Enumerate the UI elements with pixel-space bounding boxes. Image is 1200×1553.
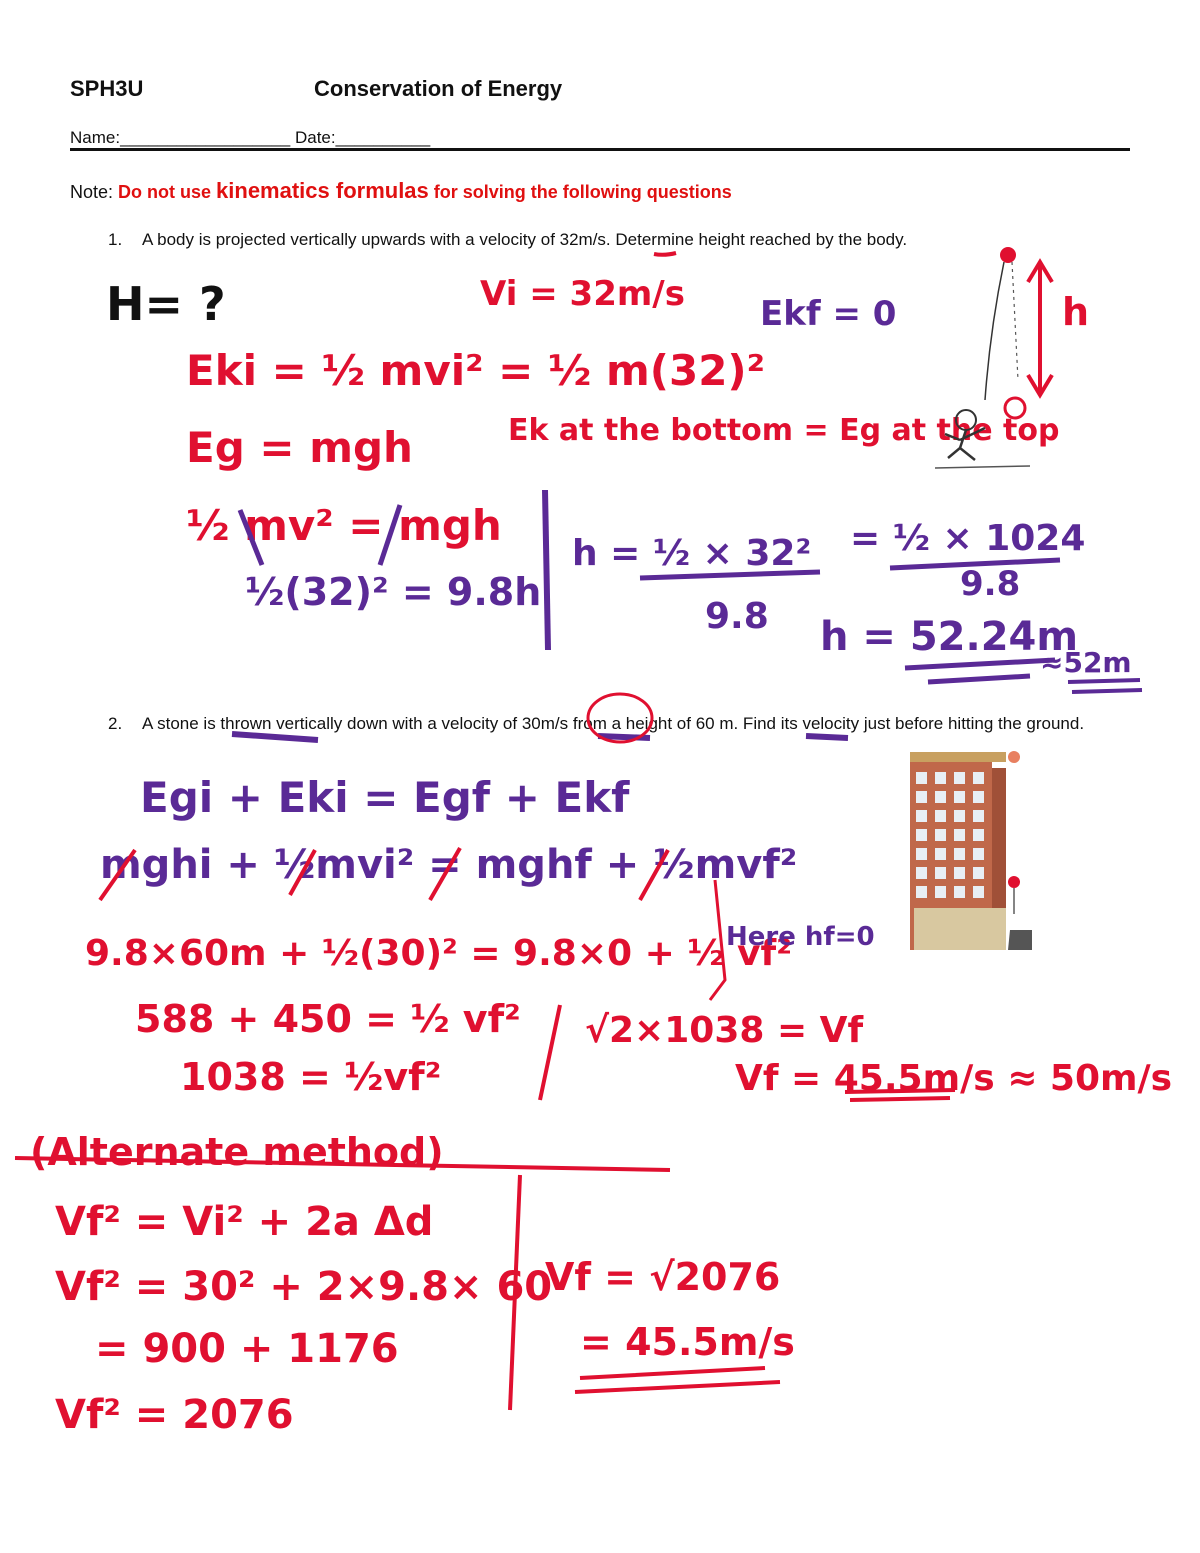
building-window (973, 810, 984, 822)
worksheet-title: Conservation of Energy (314, 76, 563, 101)
q1-eg: Eg = mgh (186, 423, 413, 472)
building-window (916, 867, 927, 879)
alt-line-3: = 900 + 1176 (95, 1326, 399, 1372)
building-window (954, 829, 965, 841)
q2-line-1: Egi + Eki = Egf + Ekf (140, 773, 630, 822)
q1-cancel-equation: ½ mv² = mgh (186, 501, 502, 550)
street (1008, 930, 1032, 950)
building-window (935, 886, 946, 898)
q2-line-3b: Here hf=0 (726, 922, 875, 952)
q1-eki: Eki = ½ mvi² = ½ m(32)² (186, 346, 766, 395)
building-window (935, 848, 946, 860)
q1-unknown: H= ? (106, 277, 226, 331)
alt-line-1: Vf² = Vi² + 2a Δd (55, 1199, 434, 1245)
question-1-text: A body is projected vertically upwards with a velocity of 32m/s. Determine height reached by the body. (142, 230, 908, 249)
alt-answer-underline (575, 1368, 780, 1392)
q1-h-rounded: ≈52m (1040, 646, 1132, 679)
building-window (973, 848, 984, 860)
building-window (935, 810, 946, 822)
name-date-line: Name:__________________ Date:__________ (70, 128, 431, 147)
alternate-method-heading: (Alternate method) (30, 1130, 444, 1174)
building-window (954, 848, 965, 860)
q1-h-denominator: 9.8 (705, 596, 769, 637)
building-window (973, 772, 984, 784)
building-window (954, 886, 965, 898)
building-roof (910, 752, 1006, 762)
underline-32 (654, 253, 676, 255)
building-window (916, 791, 927, 803)
question-2-text: A stone is thrown vertically down with a velocity of 30m/s from a height of 60 m. Find its velocity just before hitting the ground. (142, 714, 1085, 733)
course-code: SPH3U (70, 76, 144, 101)
ball-path-left (985, 262, 1004, 400)
building-window (973, 867, 984, 879)
building-window (973, 886, 984, 898)
q1-rounded-underline (1068, 680, 1142, 692)
q1-vi: Vi = 32m/s (480, 274, 685, 314)
q1-ekf: Ekf = 0 (760, 294, 897, 334)
building-window (916, 810, 927, 822)
underline-thrown-vertically (232, 734, 318, 740)
q2-line-3: 9.8×60m + ½(30)² = 9.8×0 + ½ vf² (85, 933, 792, 974)
q1-result-underline (905, 660, 1055, 682)
q2-line-2: mghi + ½mvi² = mghf + ½mvf² (100, 842, 798, 888)
underline-60m (806, 736, 848, 738)
building-window (916, 886, 927, 898)
alt-line-2: Vf² = 30² + 2×9.8× 60 (55, 1264, 553, 1310)
note-text-1: Do not use (118, 182, 217, 202)
alt-line-4: Vf² = 2076 (55, 1392, 294, 1438)
q2-line-7: Vf = 45.5m/s ≈ 50m/s (735, 1058, 1173, 1099)
building-figure (910, 751, 1032, 950)
question-1-number: 1. (108, 230, 123, 249)
note-text-2: kinematics formulas (216, 178, 429, 203)
building-window (935, 867, 946, 879)
building-window (935, 829, 946, 841)
q1-divider (545, 490, 548, 650)
ground-line (935, 466, 1030, 468)
building-window (916, 829, 927, 841)
question-2-number: 2. (108, 714, 123, 733)
q1-energy-equation: Ek at the bottom = Eg at the top (508, 413, 1060, 448)
q1-h-eq2-numerator: = ½ × 1024 (850, 518, 1086, 559)
building-window (935, 791, 946, 803)
q1-substitution: ½(32)² = 9.8h (245, 570, 542, 614)
note-text-3: for solving the following questions (428, 182, 732, 202)
q1-h-numerator: h = ½ × 32² (572, 533, 812, 574)
q1-h-eq2-denominator: 9.8 (960, 564, 1021, 604)
alt-line-6: = 45.5m/s (580, 1320, 795, 1364)
building-window (935, 772, 946, 784)
stone-falling (1008, 876, 1020, 888)
building-window (954, 867, 965, 879)
building-window (916, 848, 927, 860)
building-base (914, 908, 1006, 950)
building-window (954, 791, 965, 803)
alt-line-5: Vf = √2076 (545, 1255, 781, 1299)
height-label: h (1062, 290, 1090, 334)
ball-path-dashed (1012, 262, 1018, 380)
building-window (954, 810, 965, 822)
ball-top (1000, 247, 1016, 263)
building-window (973, 829, 984, 841)
building-window (973, 791, 984, 803)
building-window (916, 772, 927, 784)
note-label: Note: (70, 182, 119, 202)
height-arrow (1028, 262, 1052, 395)
q2-line-5: 1038 = ½vf² (180, 1055, 442, 1099)
q1-h-result: h = 52.24m (820, 614, 1079, 660)
q2-line-6: √2×1038 = Vf (585, 1010, 864, 1051)
stone-top (1008, 751, 1020, 763)
q2-line-4: 588 + 450 = ½ vf² (135, 997, 521, 1041)
q2-divider-2 (540, 1005, 560, 1100)
building-window (954, 772, 965, 784)
